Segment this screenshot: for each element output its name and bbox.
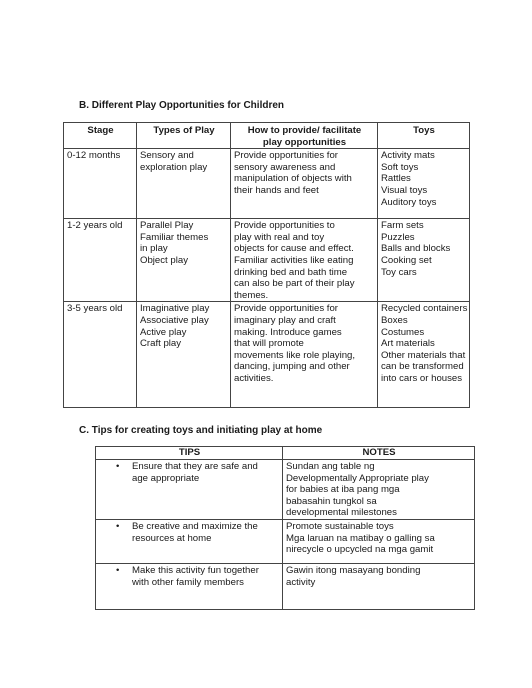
cell-line: movements like role playing,: [234, 349, 356, 361]
cell-stage: [64, 149, 137, 219]
cell-how: [231, 219, 378, 302]
cell-line: Toy cars: [381, 266, 417, 278]
cell-line: Balls and blocks: [381, 243, 451, 255]
cell-line: Imaginative play: [140, 303, 210, 315]
header-how-line: How to provide/ facilitate: [247, 125, 362, 136]
cell-notes: [283, 519, 475, 563]
cell-notes: [283, 460, 475, 520]
cell-toys: [378, 219, 470, 302]
cell-line: dancing, jumping and other: [234, 361, 350, 373]
table-row: [96, 460, 475, 520]
cell-line: 3-5 years old: [67, 303, 123, 315]
cell-types: [137, 219, 231, 302]
cell-line: Visual toys: [381, 184, 428, 196]
cell-line: Promote sustainable toys: [286, 520, 394, 532]
cell-line: activity: [286, 576, 316, 588]
cell-line: Associative play: [140, 314, 209, 326]
cell-line: Ensure that they are safe and: [132, 461, 258, 472]
cell-line: Recycled containers: [381, 303, 468, 315]
cell-types: [137, 302, 231, 408]
cell-line: nirecycle o upcycled na mga gamit: [286, 544, 434, 556]
section-c-heading: C. Tips for creating toys and initiating play at home: [79, 425, 323, 436]
cell-notes: [283, 563, 475, 609]
cell-line: Be creative and maximize the: [132, 520, 258, 532]
cell-toys: [378, 302, 470, 408]
cell-line: objects for cause and effect.: [234, 243, 354, 255]
cell-line: activities.: [234, 372, 274, 384]
cell-line: Familiar themes: [140, 231, 209, 243]
table-header-row: [96, 447, 475, 460]
cell-line: Sensory and: [140, 150, 194, 162]
cell-line: their hands and feet: [234, 184, 319, 196]
cell-line: can be transformed: [381, 361, 464, 373]
cell-line: for babies at iba pang mga: [286, 484, 400, 496]
table-row: [96, 519, 475, 563]
cell-tip: [96, 563, 283, 609]
cell-line: Boxes: [381, 314, 408, 326]
cell-line: Soft toys: [381, 161, 419, 173]
cell-line: can also be part of their play: [234, 278, 355, 290]
cell-line: manipulation of objects with: [234, 173, 352, 185]
cell-line: Puzzles: [381, 231, 415, 243]
cell-line: 0-12 months: [67, 150, 121, 162]
cell-line: exploration play: [140, 161, 208, 173]
header-how-to-provide: [231, 123, 378, 149]
play-opportunities-table: [63, 122, 470, 408]
cell-line: imaginary play and craft: [234, 314, 336, 326]
table-header-row: [64, 123, 470, 149]
cell-line: Provide opportunities to: [234, 220, 335, 232]
header-tips: TIPS: [96, 447, 283, 460]
cell-toys: [378, 149, 470, 219]
cell-line: Parallel Play: [140, 220, 194, 232]
cell-tip: [96, 519, 283, 563]
cell-line: into cars or houses: [381, 372, 463, 384]
bullet-icon: •: [116, 461, 120, 472]
header-toys: Toys: [378, 123, 470, 149]
cell-line: Developmentally Appropriate play: [286, 472, 429, 484]
header-how-line: play opportunities: [262, 136, 347, 148]
cell-line: babasahin tungkol sa: [286, 495, 377, 507]
cell-line: in play: [140, 243, 168, 255]
section-b-heading: B. Different Play Opportunities for Children: [79, 100, 285, 111]
table-row: [64, 149, 470, 219]
cell-how: [231, 302, 378, 408]
cell-line: Other materials that: [381, 349, 466, 361]
cell-line: Make this activity fun together: [132, 564, 259, 576]
cell-line: Provide opportunities for: [234, 150, 338, 162]
cell-line: resources at home: [132, 532, 212, 544]
cell-line: Cooking set: [381, 254, 432, 266]
cell-tip: [96, 460, 283, 520]
cell-line: Sundan ang table ng: [286, 461, 375, 472]
table-row: [64, 302, 470, 408]
cell-line: Familiar activities like eating: [234, 254, 354, 266]
cell-line: Object play: [140, 254, 188, 266]
header-types-of-play: Types of Play: [137, 123, 231, 149]
tips-table: [95, 446, 475, 610]
cell-line: Farm sets: [381, 220, 424, 232]
bullet-icon: •: [116, 520, 120, 532]
cell-line: sensory awareness and: [234, 161, 336, 173]
cell-line: Auditory toys: [381, 196, 437, 208]
cell-line: drinking bed and bath time: [234, 266, 348, 278]
cell-line: Activity mats: [381, 150, 435, 162]
header-notes: NOTES: [283, 447, 475, 460]
cell-line: Craft play: [140, 338, 182, 350]
cell-line: 1-2 years old: [67, 220, 123, 232]
cell-types: [137, 149, 231, 219]
cell-line: Gawin itong masayang bonding: [286, 564, 421, 576]
header-stage: Stage: [64, 123, 137, 149]
cell-line: Art materials: [381, 338, 435, 350]
cell-line: play with real and toy: [234, 231, 325, 243]
cell-line: Mga laruan na matibay o galling sa: [286, 532, 435, 544]
cell-line: age appropriate: [132, 472, 200, 484]
cell-line: making. Introduce games: [234, 326, 342, 338]
cell-stage: [64, 302, 137, 408]
bullet-icon: •: [116, 564, 120, 576]
table-row: [96, 563, 475, 609]
cell-how: [231, 149, 378, 219]
cell-line: Rattles: [381, 173, 411, 185]
cell-line: that will promote: [234, 338, 304, 350]
cell-line: developmental milestones: [286, 507, 397, 519]
cell-stage: [64, 219, 137, 302]
cell-line: Provide opportunities for: [234, 303, 338, 315]
cell-line: Costumes: [381, 326, 425, 338]
cell-line: themes.: [234, 289, 269, 301]
cell-line: Active play: [140, 326, 187, 338]
cell-line: with other family members: [132, 576, 244, 588]
table-row: [64, 219, 470, 302]
